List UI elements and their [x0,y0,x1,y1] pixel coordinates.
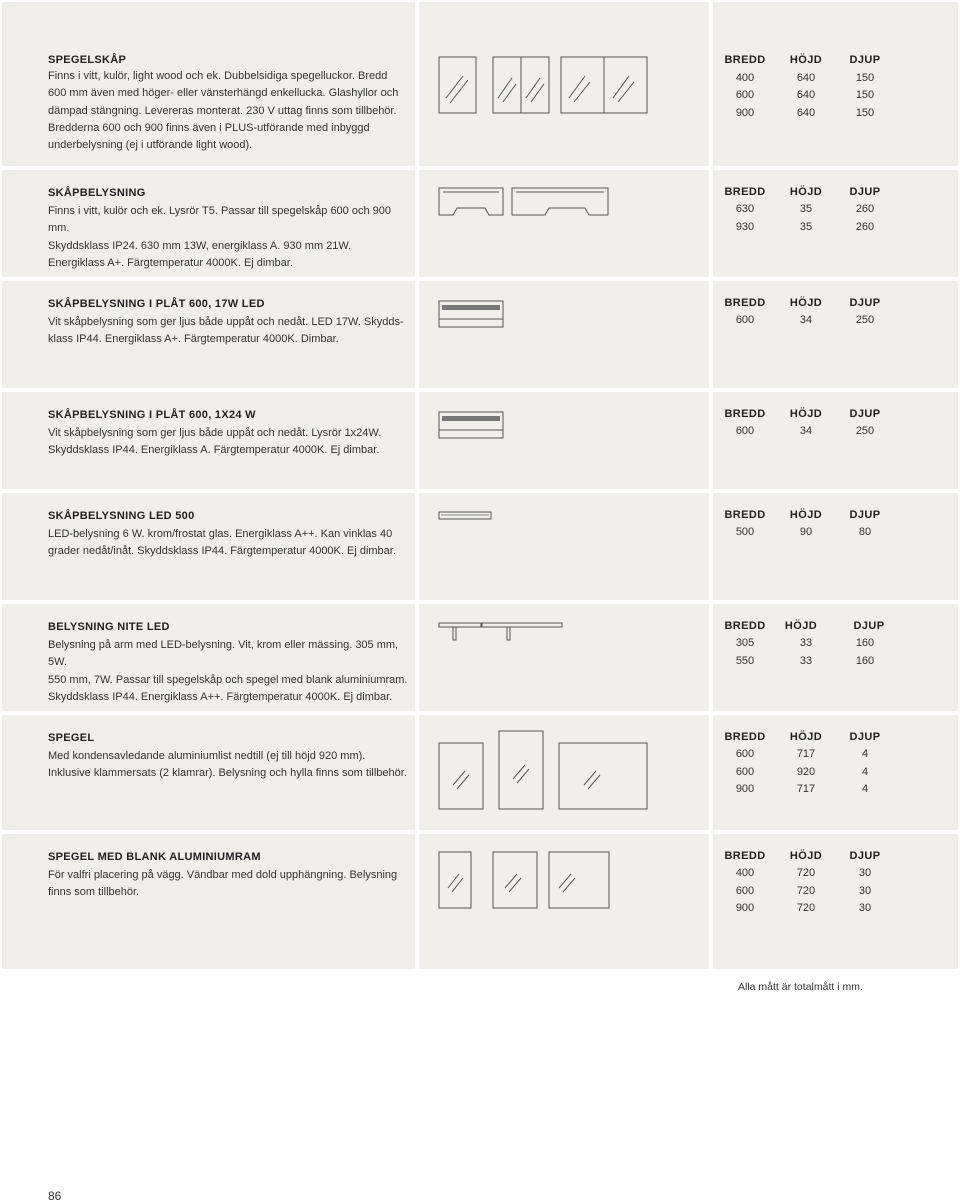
desc-line: Skyddsklass IP44. Energiklass A. Färgtemperatur 4000K. Ej dimbar. [48,444,380,457]
dim-value: 900 [735,783,755,795]
dim-value: 33 [799,637,813,649]
dim-value: 930 [735,221,755,233]
desc-line: grader nedåt/inåt. Skyddsklass IP44. Färgtemperatur 4000K. Ej dimbar. [48,545,396,558]
header-width: BREDD [724,186,766,198]
dimensions-cell [713,170,958,277]
drawing-cell [419,604,709,711]
footer-note: Alla mått är totalmått i mm. [738,981,863,993]
section-nite-led [2,604,958,711]
text-cell [2,392,415,489]
text-cell [2,715,415,830]
dim-value: 34 [799,425,813,437]
header-depth: DJUP [849,408,881,420]
dim-value: 30 [858,902,872,914]
mirror-cabinet-drawing [419,2,709,166]
desc-line: Belysning på arm med LED-belysning. Vit, krom eller mässing. 305 mm, 5W. [48,639,399,669]
header-depth: DJUP [849,509,881,521]
led-bar-drawing [419,493,709,600]
header-height: HÖJD [789,186,823,198]
dim-value: 35 [799,221,813,233]
dim-value: 400 [735,72,755,84]
dim-value: 260 [855,203,875,215]
dim-value: 640 [796,89,816,101]
dim-value: 920 [796,766,816,778]
dim-value: 600 [735,748,755,760]
dimensions-cell [713,392,958,489]
header-width: BREDD [724,850,766,862]
header-height: HÖJD [789,408,823,420]
dimensions-cell [713,493,958,600]
header-depth: DJUP [849,54,881,66]
desc-line: klass IP44. Energiklass A+. Färgtemperatur 4000K. Dimbar. [48,333,339,346]
dim-value: 720 [796,885,816,897]
dim-value: 150 [855,72,875,84]
drawing-cell [419,2,709,166]
header-width: BREDD [724,731,766,743]
framed-mirror-drawing [419,834,709,969]
desc-line: finns som tillbehör. [48,886,140,899]
section-desc [48,68,410,154]
header-depth: DJUP [853,620,885,632]
section-spegel-aluminiumram [2,834,958,969]
text-cell [2,604,415,711]
section-skapbelysning [2,170,958,277]
drawing-cell [419,281,709,388]
header-height: HÖJD [784,620,818,632]
dim-value: 4 [861,748,869,760]
header-height: HÖJD [789,509,823,521]
section-skapbelysning-plat-24w [2,392,958,489]
desc-line: Finns i vitt, kulör, light wood och ek. Dubbelsidiga spegelluckor. Bredd [48,70,388,82]
header-depth: DJUP [849,186,881,198]
section-desc [48,425,410,460]
section-skapbelysning-plat-17w [2,281,958,388]
drawing-cell [419,392,709,489]
section-title: SKÅPBELYSNING I PLÅT 600, 1X24 W [48,409,256,421]
section-desc [48,637,410,706]
dimensions-cell [713,604,958,711]
dim-value: 900 [735,902,755,914]
dim-value: 600 [735,89,755,101]
drawing-cell [419,493,709,600]
dim-value: 640 [796,72,816,84]
section-title: BELYSNING NITE LED [48,621,170,633]
plate-light-drawing [419,281,709,388]
dim-value: 717 [796,748,816,760]
dimensions-cell [713,834,958,969]
header-width: BREDD [724,408,766,420]
header-height: HÖJD [789,54,823,66]
section-desc [48,867,410,902]
dim-value: 150 [855,107,875,119]
section-desc [48,203,410,272]
dim-value: 305 [735,637,755,649]
dim-value: 717 [796,783,816,795]
header-width: BREDD [724,620,766,632]
dim-value: 150 [855,89,875,101]
dim-value: 30 [858,867,872,879]
desc-line: Vit skåpbelysning som ger ljus både uppåt och nedåt. LED 17W. Skydds- [48,316,404,328]
section-led-500 [2,493,958,600]
dimensions-cell [713,2,958,166]
desc-line: LED-belysning 6 W. krom/frostat glas. Energiklass A++. Kan vinklas 40 [48,528,393,540]
desc-line: Bredderna 600 och 900 finns även i PLUS-utförande med inbyggd [48,121,370,134]
dim-value: 160 [855,655,875,667]
header-depth: DJUP [849,297,881,309]
drawing-cell [419,715,709,830]
nite-led-drawing [419,604,709,711]
section-desc [48,526,410,561]
desc-line: Skyddsklass IP44. Energiklass A++. Färgtemperatur 4000K. Ej dimbar. [48,690,393,703]
dim-value: 34 [799,314,813,326]
dim-value: 600 [735,314,755,326]
dim-value: 35 [799,203,813,215]
header-depth: DJUP [849,731,881,743]
section-desc [48,748,410,783]
dim-value: 500 [735,526,755,538]
dim-value: 600 [735,885,755,897]
dim-value: 550 [735,655,755,667]
section-desc [48,314,410,349]
section-title: SKÅPBELYSNING [48,187,146,199]
section-spegelskap [2,2,958,166]
section-title: SPEGEL MED BLANK ALUMINIUMRAM [48,851,261,863]
desc-line: Energiklass A+. Färgtemperatur 4000K. Ej dimbar. [48,256,293,269]
dim-value: 250 [855,314,875,326]
dimensions-cell [713,281,958,388]
page-number: 86 [48,1189,62,1203]
desc-line: Skyddsklass IP24. 630 mm 13W, energiklass A. 930 mm 21W. [48,239,352,252]
header-height: HÖJD [789,731,823,743]
dim-value: 250 [855,425,875,437]
drawing-cell [419,834,709,969]
mirror-drawing [419,715,709,830]
desc-line: Vit skåpbelysning som ger ljus både uppåt och nedåt. Lysrör 1x24W. [48,427,382,439]
section-spegel [2,715,958,830]
text-cell [2,281,415,388]
header-height: HÖJD [789,850,823,862]
dim-value: 720 [796,867,816,879]
dim-value: 160 [855,637,875,649]
dim-value: 900 [735,107,755,119]
dim-value: 720 [796,902,816,914]
desc-line: underbelysning (ej i utförande light wood). [48,139,253,152]
text-cell [2,493,415,600]
dim-value: 600 [735,425,755,437]
drawing-cell [419,170,709,277]
header-width: BREDD [724,297,766,309]
desc-line: 600 mm även med höger- eller vänsterhängd enkellucka. Glashyllor och [48,87,399,100]
section-title: SPEGEL [48,732,95,744]
dim-value: 33 [799,655,813,667]
text-cell [2,170,415,277]
header-width: BREDD [724,54,766,66]
desc-line: Finns i vitt, kulör och ek. Lysrör T5. Passar till spegelskåp 600 och 900 mm. [48,205,391,235]
plate-light-drawing [419,392,709,489]
dim-value: 260 [855,221,875,233]
desc-line: 550 mm, 7W. Passar till spegelskåp och spegel med blank aluminiumram. [48,673,408,686]
dim-value: 30 [858,885,872,897]
dim-value: 80 [858,526,872,538]
section-title: SKÅPBELYSNING LED 500 [48,510,195,522]
dim-value: 4 [861,783,869,795]
dim-value: 630 [735,203,755,215]
dimensions-cell [713,715,958,830]
dim-value: 400 [735,867,755,879]
section-title: SKÅPBELYSNING I PLÅT 600, 17W LED [48,298,265,310]
text-cell [2,2,415,166]
section-title: SPEGELSKÅP [48,54,127,66]
text-cell [2,834,415,969]
desc-line: dämpad stängning. Levereras monterat. 230 V uttag finns som tillbehör. [48,104,397,117]
dim-value: 640 [796,107,816,119]
dim-value: 4 [861,766,869,778]
dim-value: 90 [799,526,813,538]
header-depth: DJUP [849,850,881,862]
header-width: BREDD [724,509,766,521]
desc-line: För valfri placering på vägg. Vändbar med dold upphängning. Belysning [48,869,398,881]
dim-value: 600 [735,766,755,778]
desc-line: Med kondensavledande aluminiumlist nedtill (ej till höjd 920 mm). [48,750,366,762]
header-height: HÖJD [789,297,823,309]
cabinet-light-drawing [419,170,709,277]
desc-line: Inklusive klammersats (2 klamrar). Belysning och hylla finns som tillbehör. [48,767,407,780]
